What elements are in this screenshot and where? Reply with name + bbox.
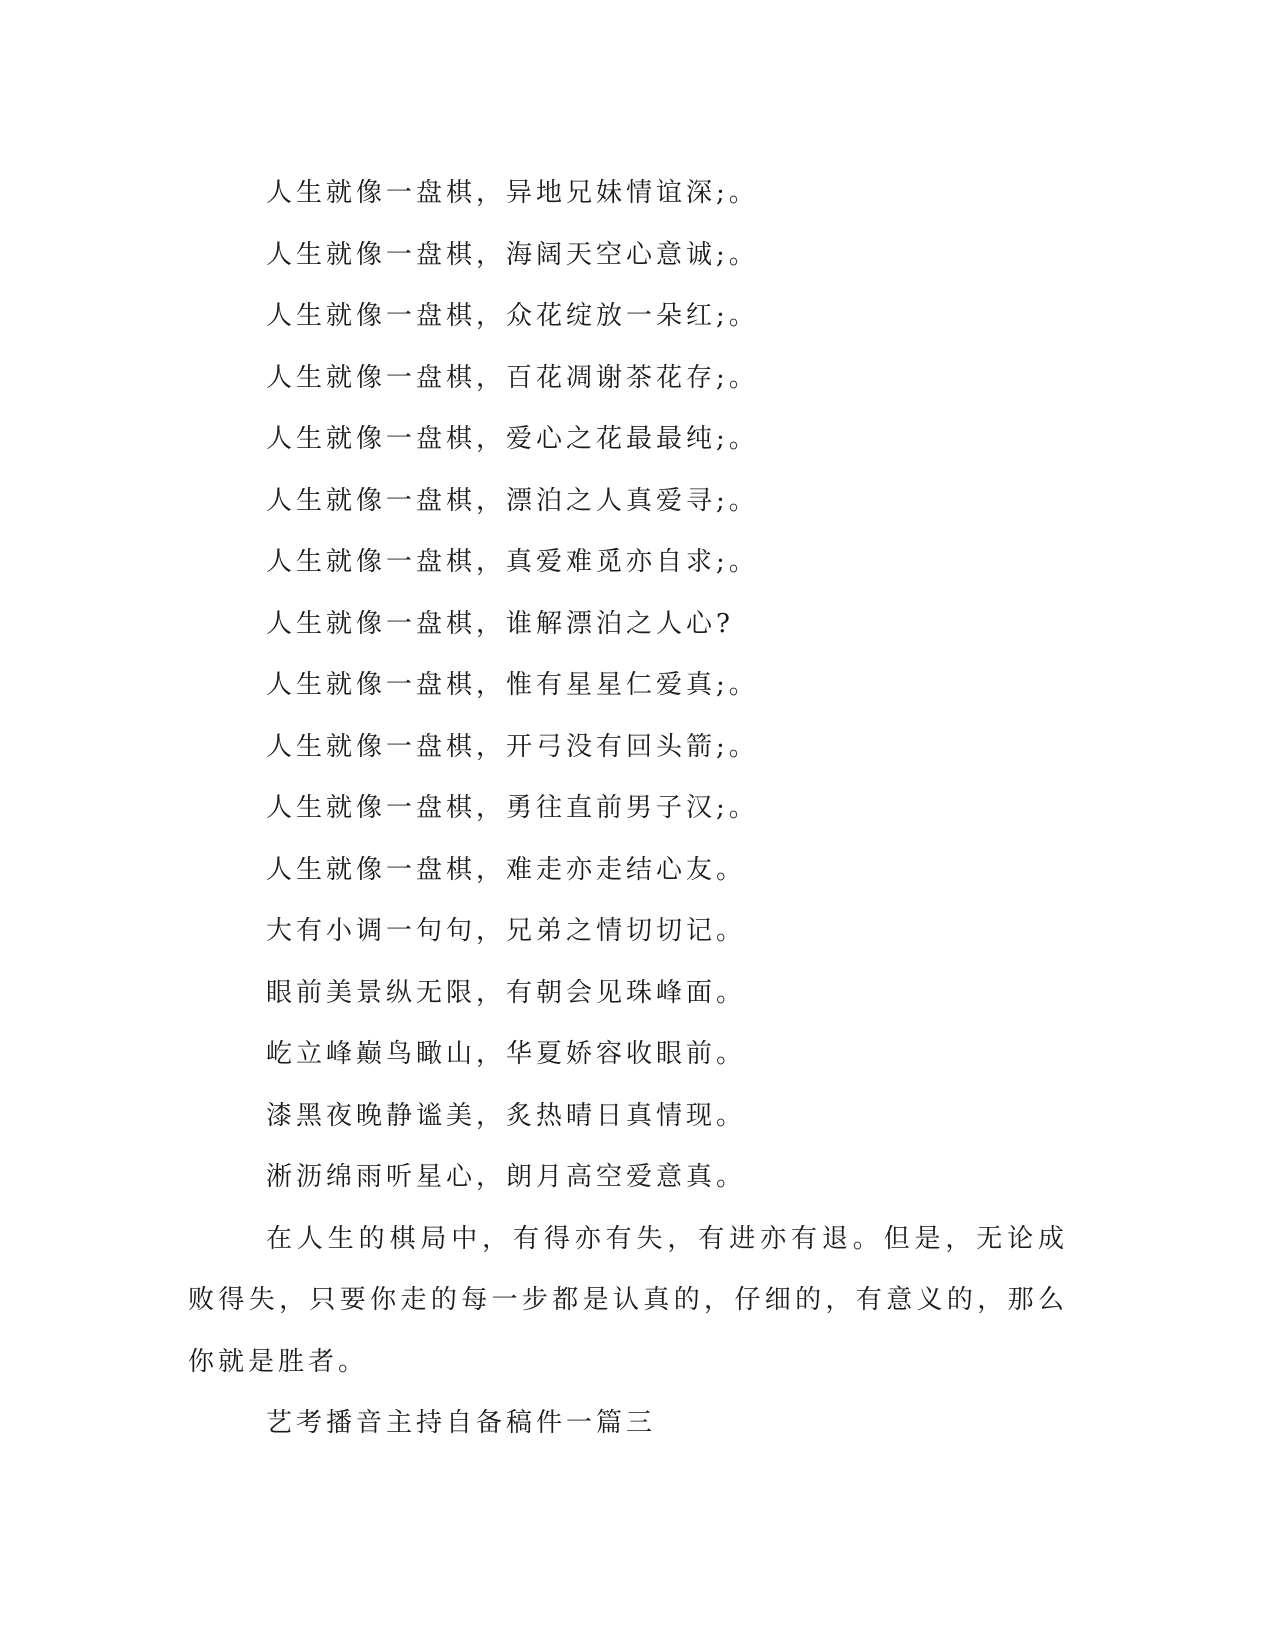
poem-line-2: 人生就像一盘棋，海阔天空心意诚;。 bbox=[266, 239, 759, 270]
closing-paragraph: 在人生的棋局中，有得亦有失，有进亦有退。但是，无论成败得失，只要你走的每一步都是认真的，仔细的，有意义的，那么你就是胜者。 bbox=[188, 1223, 1068, 1377]
poem-line-8: 人生就像一盘棋，谁解漂泊之人心? bbox=[266, 608, 734, 639]
document-body bbox=[188, 163, 1068, 1455]
poem-line-13: 大有小调一句句，兄弟之情切切记。 bbox=[266, 916, 747, 946]
poem-line-4: 人生就像一盘棋，百花凋谢茶花存;。 bbox=[266, 362, 759, 393]
poem-line-9: 人生就像一盘棋，惟有星星仁爱真;。 bbox=[266, 670, 759, 700]
poem-line-16: 漆黑夜晚静谧美，炙热晴日真情现。 bbox=[266, 1100, 747, 1131]
poem-line-15: 屹立峰巅鸟瞰山，华夏娇容收眼前。 bbox=[266, 1039, 747, 1069]
poem-line-11: 人生就像一盘棋，勇往直前男子汉;。 bbox=[266, 793, 759, 823]
poem-line-6: 人生就像一盘棋，漂泊之人真爱寻;。 bbox=[266, 485, 759, 516]
poem-line-1: 人生就像一盘棋，异地兄妹情谊深;。 bbox=[266, 178, 759, 208]
section-heading: 艺考播音主持自备稿件一篇三 bbox=[266, 1408, 657, 1438]
poem-line-14: 眼前美景纵无限，有朝会见珠峰面。 bbox=[266, 977, 747, 1008]
poem-line-3: 人生就像一盘棋，众花绽放一朵红;。 bbox=[266, 301, 759, 331]
poem-line-5: 人生就像一盘棋，爱心之花最最纯;。 bbox=[266, 424, 759, 454]
poem-line-7: 人生就像一盘棋，真爱难觅亦自求;。 bbox=[266, 547, 759, 577]
poem-line-10: 人生就像一盘棋，开弓没有回头箭;。 bbox=[266, 731, 759, 762]
poem-line-17: 淅沥绵雨听星心，朗月高空爱意真。 bbox=[266, 1162, 747, 1192]
poem-line-12: 人生就像一盘棋，难走亦走结心友。 bbox=[266, 854, 747, 885]
